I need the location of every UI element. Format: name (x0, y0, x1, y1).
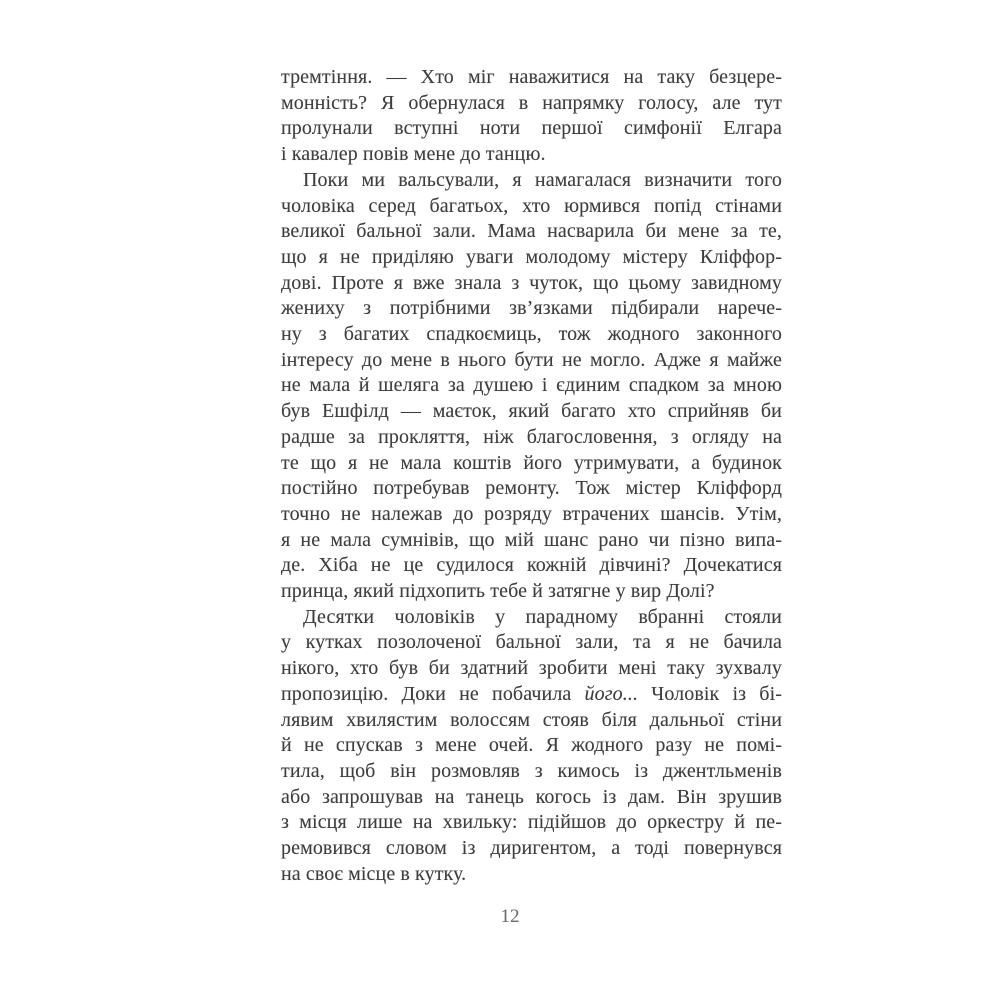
text-line: і кавалер повів мене до танцю. (281, 143, 546, 166)
text-line: з місця лише на хвильку: підійшов до оркестру й пе- (281, 811, 782, 834)
text-line: лявим хвилястим волоссям стояв біля дальньої стіни (281, 708, 782, 731)
text-line: що я не приділяю уваги молодому містеру Кліффор- (281, 245, 782, 268)
text-line: інтересу до мене в нього бути не могло. Адже я майже (281, 348, 782, 371)
text-line: дові. Проте я вже знала з чуток, що цьому завидному (281, 271, 782, 294)
text-line: ну з багатих спадкоємиць, тож жодного законного (281, 323, 782, 346)
text-line: на своє місце в кутку. (281, 862, 467, 885)
text-line: Десятки чоловіків у парадному вбранні стояли (303, 605, 782, 628)
text-line: у кутках позолоченої бальної зали, та я не бачила (281, 631, 782, 654)
text-line: великої бальної зали. Мама насварила би мене за те, (281, 220, 782, 243)
page-number: 12 (500, 906, 520, 927)
text-line: нікого, хто був би здатний зробити мені таку зухвалу (281, 657, 782, 680)
text-line: де. Хіба не це судилося кожній дівчині? Дочекатися (281, 554, 782, 577)
text-line: пропозицію. Доки не побачила його... Чоловік із бі- (281, 682, 783, 705)
text-line: тремтіння. — Хто міг наважитися на таку безцере- (281, 66, 782, 88)
text-line: жениху з потрібними зв’язками підбирали нарече- (281, 297, 782, 320)
text-line: ремовився словом із диригентом, а тоді повернувся (281, 837, 782, 860)
text-line: й не спускав з мене очей. Я жодного разу не помі- (281, 734, 782, 757)
text-line: чоловіка серед багатьох, хто юрмився попід стінами (281, 194, 782, 217)
text-line: Поки ми вальсували, я намагалася визначити того (303, 168, 782, 191)
text-line: не мала й шеляга за душею і єдиним спадком за мною (281, 374, 782, 397)
text-line: тила, щоб він розмовляв з кимось із джентльменів (281, 759, 782, 782)
text-line: те що я не мала коштів його утримувати, а будинок (281, 451, 782, 474)
text-line: точно не належав до розряду втрачених шансів. Утім, (281, 502, 782, 525)
text-line: радше за прокляття, ніж благословення, з огляду на (281, 425, 782, 448)
page-text (281, 65, 782, 888)
text-line: або запрошував на танець когось із дам. Він зрушив (281, 785, 782, 808)
text-line: монність? Я обернулася в напрямку голосу, але тут (281, 91, 782, 114)
text-line: постійно потребував ремонту. Тож містер Кліффорд (281, 477, 782, 500)
text-line: принца, який підхопить тебе й затягне у вир Долі? (281, 580, 715, 603)
text-line: пролунали вступні ноти першої симфонії Елгара (281, 117, 782, 140)
text-line: був Ешфілд — маєток, який багато хто сприйняв би (281, 400, 782, 423)
text-line: я не мала сумнівів, що мій шанс рано чи пізно випа- (281, 528, 782, 551)
